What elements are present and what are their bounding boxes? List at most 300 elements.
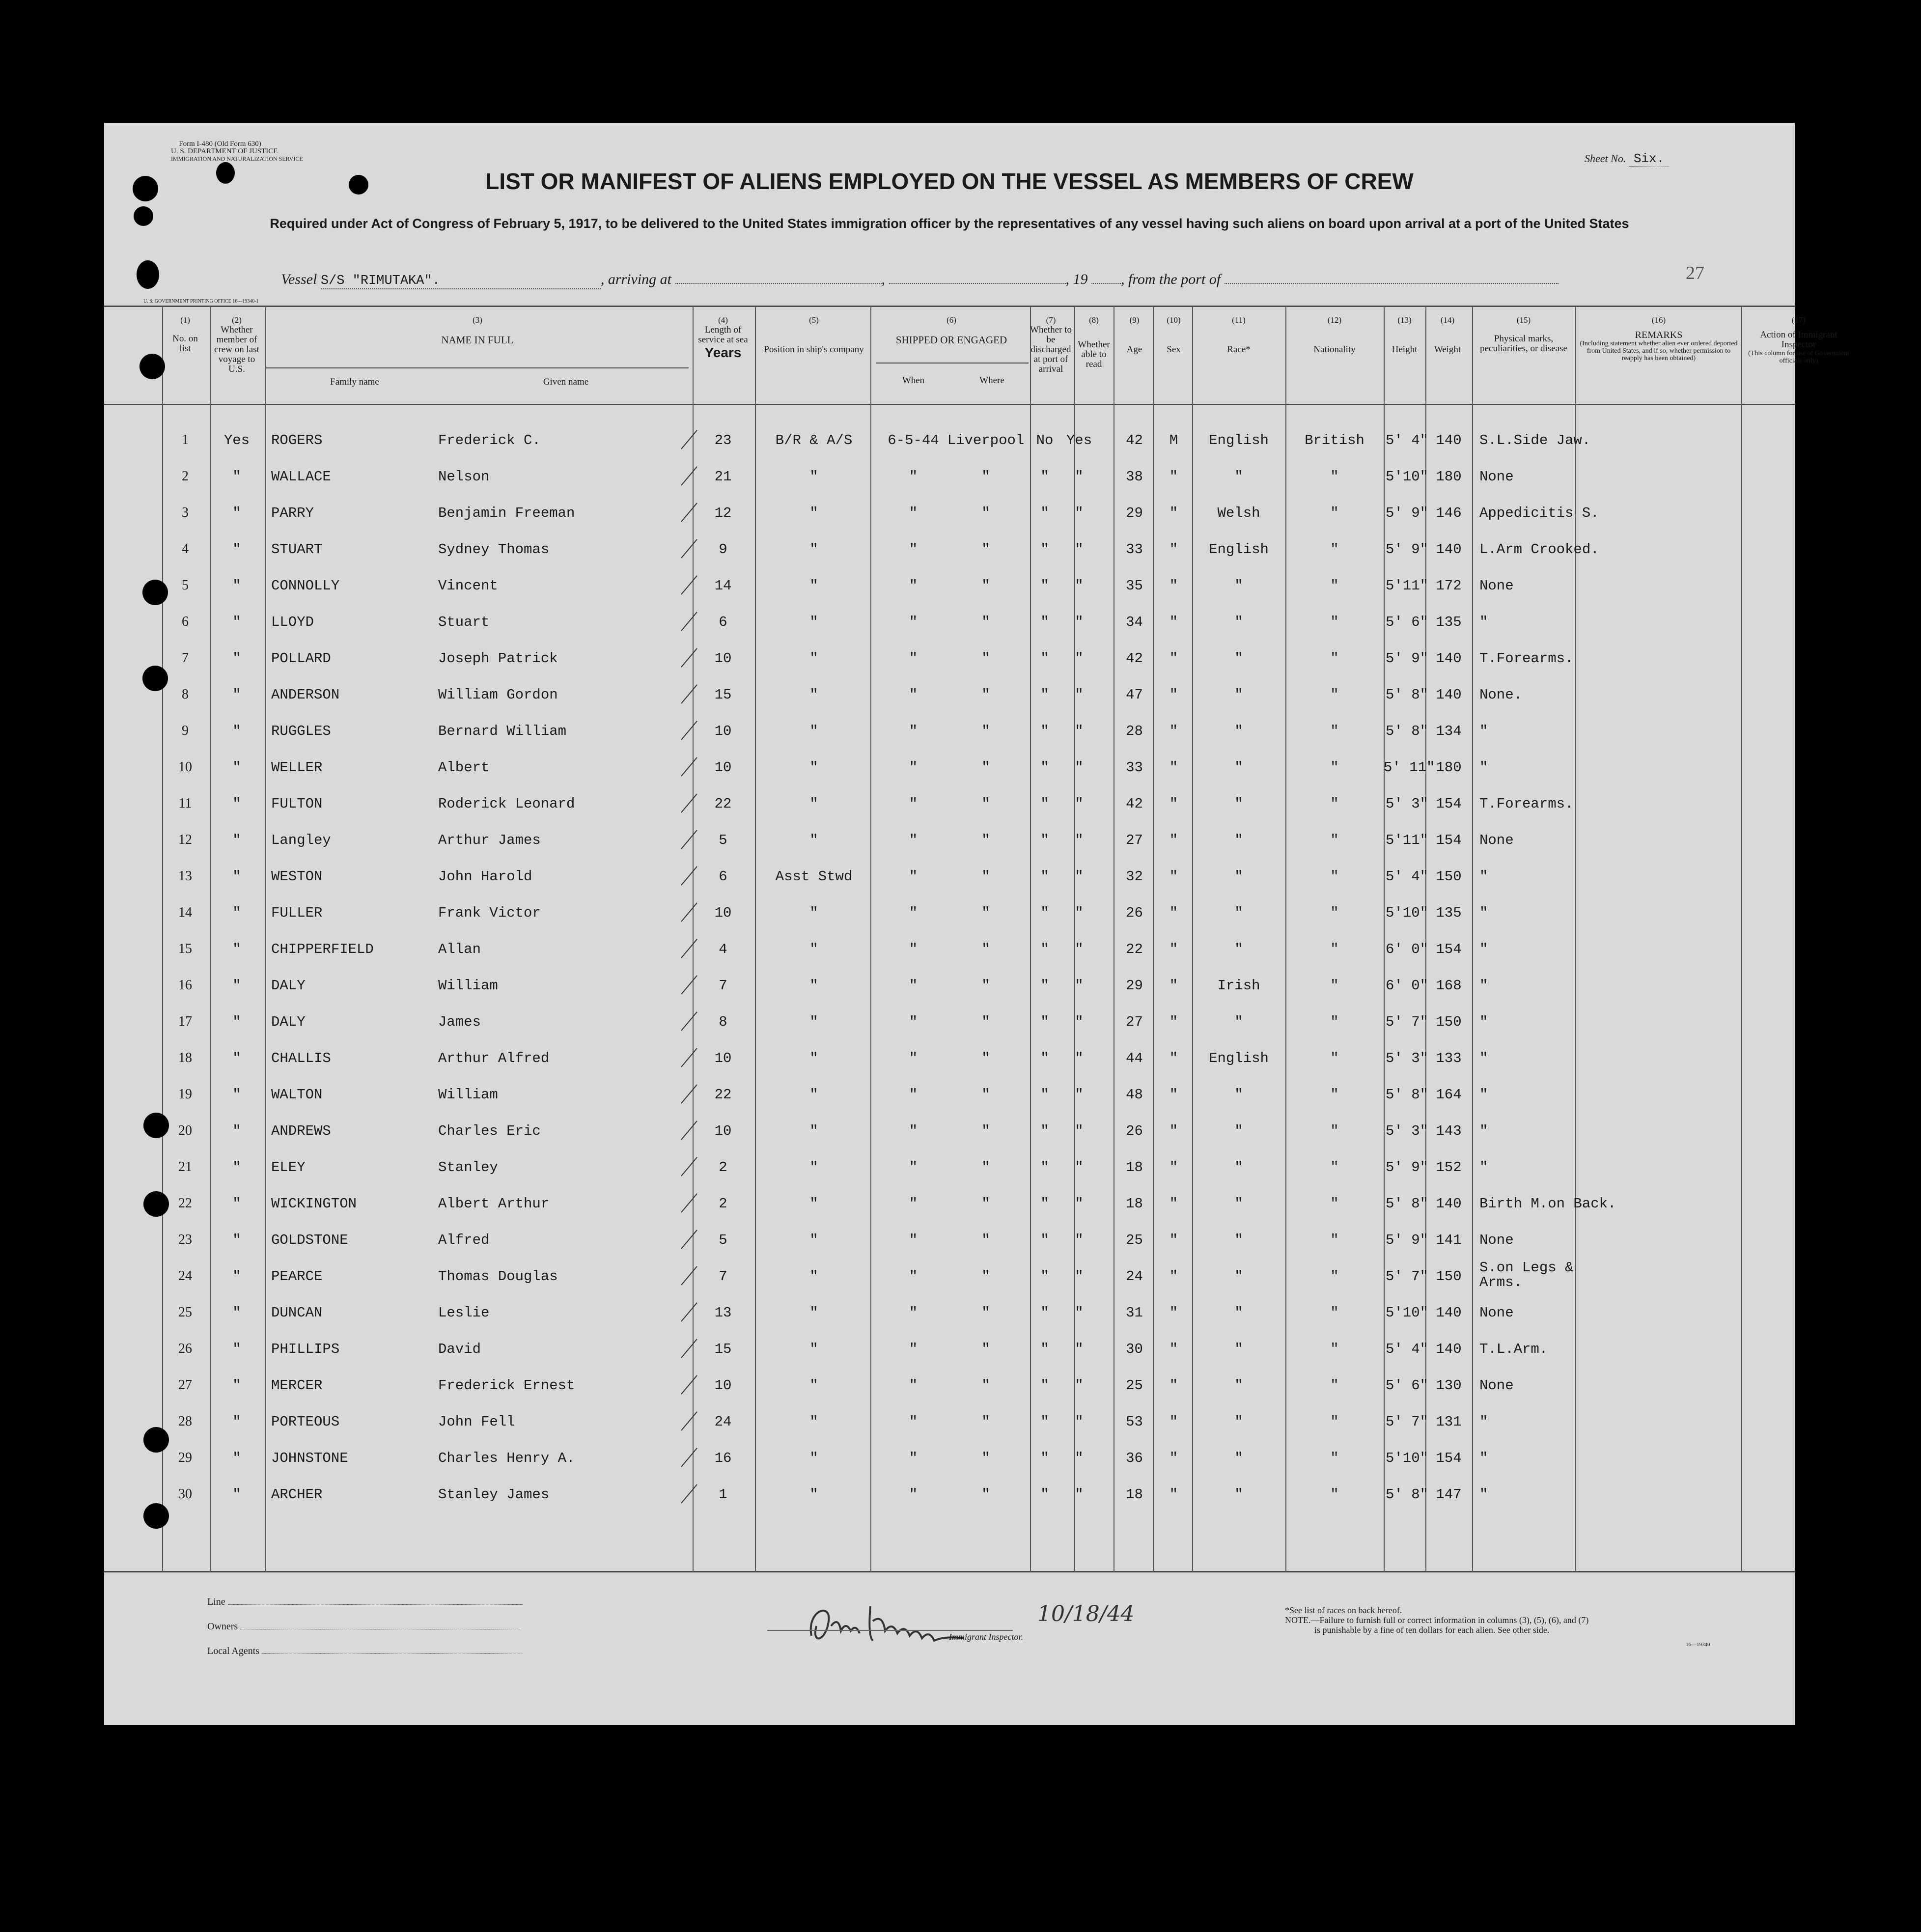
col-label-service: Length of service at sea <box>698 325 748 345</box>
cell-no: 9 <box>182 723 189 738</box>
cell-where: " <box>981 832 990 848</box>
cell-crew: " <box>232 1341 241 1357</box>
cell-race: English <box>1209 1050 1269 1066</box>
cell-given: Charles Eric <box>438 1123 541 1139</box>
cell-nationality: " <box>1330 1050 1339 1066</box>
cell-discharged: " <box>1040 650 1049 667</box>
col-label-no: No. on list <box>172 334 198 354</box>
cell-family: ELEY <box>271 1159 306 1176</box>
cell-position: " <box>809 578 818 594</box>
cell-service: 10 <box>714 1123 732 1139</box>
col-head-height <box>1384 315 1425 355</box>
cell-service: 24 <box>714 1414 732 1430</box>
cell-sex: " <box>1169 1305 1178 1321</box>
cell-age: 42 <box>1126 796 1143 812</box>
cell-nationality: " <box>1330 1305 1339 1321</box>
cell-family: CHALLIS <box>271 1050 331 1066</box>
cell-weight: 172 <box>1436 578 1462 594</box>
cell-age: 27 <box>1126 832 1143 848</box>
cell-age: 30 <box>1126 1341 1143 1357</box>
cell-position: " <box>809 1196 818 1212</box>
cell-no: 8 <box>182 687 189 702</box>
col-head-name <box>266 315 689 345</box>
cell-age: 35 <box>1126 578 1143 594</box>
cell-marks: " <box>1479 1050 1488 1066</box>
cell-age: 24 <box>1126 1268 1143 1285</box>
cell-given: James <box>438 1014 481 1030</box>
punch-hole <box>143 1191 169 1217</box>
cell-family: ANDERSON <box>271 687 340 703</box>
cell-age: 53 <box>1126 1414 1143 1430</box>
col-num-3: (3) <box>473 315 482 325</box>
cell-family: PORTEOUS <box>271 1414 340 1430</box>
cell-crew: " <box>232 796 241 812</box>
cell-crew: " <box>232 1450 241 1466</box>
footer-line <box>207 1596 523 1608</box>
cell-nationality: British <box>1305 432 1364 448</box>
cell-no: 27 <box>178 1377 192 1393</box>
form-code: 16—19340 <box>1686 1642 1710 1648</box>
cell-service: 22 <box>714 796 732 812</box>
cell-marks: " <box>1479 1450 1488 1466</box>
cell-age: 18 <box>1126 1486 1143 1503</box>
cell-service: 6 <box>719 868 727 885</box>
cell-discharged: " <box>1040 614 1049 630</box>
cell-no: 13 <box>178 868 192 884</box>
cell-when: " <box>909 541 918 558</box>
cell-race: " <box>1234 1159 1243 1176</box>
table-bottom-rule <box>104 1571 1795 1572</box>
table-row <box>104 1087 1795 1123</box>
table-row <box>104 868 1795 905</box>
cell-service: 10 <box>714 723 732 739</box>
cell-family: DUNCAN <box>271 1305 323 1321</box>
cell-crew: " <box>232 759 241 776</box>
cell-where: " <box>981 650 990 667</box>
cell-nationality: " <box>1330 614 1339 630</box>
cell-no: 26 <box>178 1341 192 1356</box>
cell-when: " <box>909 905 918 921</box>
cell-read: " <box>1075 1268 1084 1285</box>
cell-where: " <box>981 687 990 703</box>
cell-no: 16 <box>178 978 192 993</box>
cell-crew: " <box>232 505 241 521</box>
col-head-crew <box>212 315 261 374</box>
cell-height: 5'11" <box>1385 832 1428 848</box>
cell-crew: " <box>232 1196 241 1212</box>
cell-sex: " <box>1169 578 1178 594</box>
cell-read: " <box>1075 505 1084 521</box>
col-head-num <box>168 315 202 354</box>
cell-nationality: " <box>1330 1377 1339 1394</box>
cell-where: " <box>981 1377 990 1394</box>
cell-race: " <box>1234 578 1243 594</box>
cell-nationality: " <box>1330 1341 1339 1357</box>
cell-when: " <box>909 1196 918 1212</box>
cell-race: Welsh <box>1217 505 1260 521</box>
cell-given: Leslie <box>438 1305 490 1321</box>
cell-race: " <box>1234 1341 1243 1357</box>
col-num-9: (9) <box>1129 315 1140 325</box>
cell-family: DALY <box>271 1014 306 1030</box>
cell-race: " <box>1234 723 1243 739</box>
cell-race: " <box>1234 687 1243 703</box>
page-subtitle: Required under Act of Congress of February 5, 1917, to be delivered to the United States immigration officer by the representatives of any vessel having such aliens on board upon arrival at a port of the United States <box>270 216 1629 231</box>
cell-given: Stanley James <box>438 1486 550 1503</box>
cell-nationality: " <box>1330 905 1339 921</box>
col-head-marks <box>1475 315 1573 354</box>
manifest-sheet <box>104 123 1849 1725</box>
cell-when: " <box>909 614 918 630</box>
arriving-label: , arriving at <box>600 271 671 287</box>
cell-given: Stuart <box>438 614 490 630</box>
cell-marks: None <box>1479 1377 1514 1394</box>
cell-position: " <box>809 1159 818 1176</box>
cell-position: " <box>809 978 818 994</box>
cell-sex: " <box>1169 505 1178 521</box>
cell-weight: 164 <box>1436 1087 1462 1103</box>
cell-race: " <box>1234 941 1243 957</box>
cell-where: " <box>981 1232 990 1248</box>
cell-crew: " <box>232 1087 241 1103</box>
cell-sex: " <box>1169 469 1178 485</box>
cell-weight: 140 <box>1436 1341 1462 1357</box>
cell-where: " <box>981 723 990 739</box>
col-label-weight: Weight <box>1434 344 1461 355</box>
table-row <box>104 1486 1795 1523</box>
from-port-label: , from the port of <box>1121 271 1221 287</box>
cell-no: 15 <box>178 941 192 956</box>
cell-race: " <box>1234 1196 1243 1212</box>
footer-owners <box>207 1621 520 1632</box>
col-label-height: Height <box>1392 344 1418 355</box>
cell-crew: " <box>232 614 241 630</box>
cell-no: 28 <box>178 1414 192 1429</box>
punch-hole <box>143 1427 169 1453</box>
cell-marks: " <box>1479 1014 1488 1030</box>
cell-race: " <box>1234 1486 1243 1503</box>
cell-family: WALTON <box>271 1087 323 1103</box>
col-num-11: (11) <box>1232 315 1246 325</box>
shipped-underline <box>876 363 1029 364</box>
cell-marks: T.Forearms. <box>1479 650 1574 667</box>
cell-height: 5' 9" <box>1385 1232 1428 1248</box>
cell-service: 10 <box>714 1377 732 1394</box>
agents-label: Local Agents <box>207 1646 260 1656</box>
cell-race: " <box>1234 832 1243 848</box>
cell-position: " <box>809 541 818 558</box>
cell-position: " <box>809 723 818 739</box>
signature-date: 10/18/44 <box>1037 1601 1135 1626</box>
cell-no: 24 <box>178 1268 192 1284</box>
cell-position: " <box>809 1450 818 1466</box>
cell-family: CONNOLLY <box>271 578 340 594</box>
cell-service: 2 <box>719 1159 727 1176</box>
cell-weight: 150 <box>1436 868 1462 885</box>
table-row <box>104 614 1795 650</box>
cell-when: " <box>909 1268 918 1285</box>
cell-sex: " <box>1169 1050 1178 1066</box>
cell-height: 5' 3" <box>1385 1050 1428 1066</box>
note-fine-2: is punishable by a fine of ten dollars for each alien. See other side. <box>1314 1625 1550 1635</box>
cell-when: " <box>909 469 918 485</box>
cell-discharged: " <box>1040 1450 1049 1466</box>
cell-position: " <box>809 1486 818 1503</box>
cell-marks: " <box>1479 1414 1488 1430</box>
col-label-nationality: Nationality <box>1313 344 1356 355</box>
cell-discharged: " <box>1040 1486 1049 1503</box>
cell-given: David <box>438 1341 481 1357</box>
cell-family: ARCHER <box>271 1486 323 1503</box>
cell-nationality: " <box>1330 1268 1339 1285</box>
cell-age: 38 <box>1126 469 1143 485</box>
cell-weight: 130 <box>1436 1377 1462 1394</box>
cell-when: " <box>909 1414 918 1430</box>
cell-no: 18 <box>178 1050 192 1065</box>
cell-when: " <box>909 1123 918 1139</box>
cell-service: 8 <box>719 1014 727 1030</box>
cell-family: WESTON <box>271 868 323 885</box>
cell-when: " <box>909 1305 918 1321</box>
cell-marks: L.Arm Crooked. <box>1479 541 1599 558</box>
cell-crew: " <box>232 578 241 594</box>
cell-age: 32 <box>1126 868 1143 885</box>
cell-position: Asst Stwd <box>775 868 853 885</box>
punch-hole <box>143 1503 169 1529</box>
cell-read: " <box>1075 1486 1084 1503</box>
cell-age: 48 <box>1126 1087 1143 1103</box>
cell-weight: 140 <box>1436 541 1462 558</box>
cell-marks: T.L.Arm. <box>1479 1341 1548 1357</box>
cell-marks: None <box>1479 1305 1514 1321</box>
cell-nationality: " <box>1330 1123 1339 1139</box>
cell-discharged: " <box>1040 905 1049 921</box>
cell-family: GOLDSTONE <box>271 1232 348 1248</box>
cell-height: 5' 9" <box>1385 650 1428 667</box>
cell-race: Irish <box>1217 978 1260 994</box>
cell-height: 5'11" <box>1385 578 1428 594</box>
cell-race: " <box>1234 1014 1243 1030</box>
cell-discharged: " <box>1040 868 1049 885</box>
cell-marks: " <box>1479 723 1488 739</box>
table-row <box>104 469 1795 505</box>
cell-where: " <box>981 1414 990 1430</box>
cell-read: " <box>1075 905 1084 921</box>
cell-service: 10 <box>714 650 732 667</box>
cell-when: 6-5-44 <box>888 432 939 448</box>
cell-service: 10 <box>714 759 732 776</box>
cell-when: " <box>909 1450 918 1466</box>
cell-family: DALY <box>271 978 306 994</box>
cell-family: PEARCE <box>271 1268 323 1285</box>
cell-race: " <box>1234 1414 1243 1430</box>
punch-hole <box>216 162 235 184</box>
cell-height: 5' 8" <box>1385 687 1428 703</box>
cell-given: Arthur James <box>438 832 541 848</box>
col-head-read <box>1074 315 1114 369</box>
cell-height: 5' 4" <box>1385 432 1428 448</box>
cell-family: WALLACE <box>271 469 331 485</box>
cell-marks: " <box>1479 1123 1488 1139</box>
cell-height: 5'10" <box>1385 905 1428 921</box>
cell-read: " <box>1075 868 1084 885</box>
cell-weight: 140 <box>1436 1305 1462 1321</box>
cell-position: " <box>809 759 818 776</box>
col-label-read: Whether able to read <box>1078 339 1110 369</box>
cell-weight: 180 <box>1436 469 1462 485</box>
col-label-action: Action of Immigrant Inspector <box>1760 330 1837 350</box>
col-num-4: (4) <box>718 315 728 325</box>
cell-discharged: " <box>1040 1268 1049 1285</box>
cell-position: " <box>809 650 818 667</box>
cell-position: " <box>809 1305 818 1321</box>
cell-sex: " <box>1169 723 1178 739</box>
printing-office-line: U. S. GOVERNMENT PRINTING OFFICE 16—19340-1 <box>143 299 259 304</box>
cell-no: 11 <box>178 796 192 811</box>
cell-family: PARRY <box>271 505 314 521</box>
cell-service: 23 <box>714 432 732 448</box>
cell-crew: " <box>232 868 241 885</box>
col-label-sex: Sex <box>1167 344 1181 355</box>
owners-label: Owners <box>207 1621 238 1632</box>
cell-sex: " <box>1169 687 1178 703</box>
cell-family: PHILLIPS <box>271 1341 340 1357</box>
cell-age: 34 <box>1126 614 1143 630</box>
cell-nationality: " <box>1330 505 1339 521</box>
cell-race: " <box>1234 759 1243 776</box>
form-identifier <box>171 140 303 163</box>
cell-where: " <box>981 1159 990 1176</box>
col-head-sex <box>1155 315 1192 355</box>
cell-read: " <box>1075 1159 1084 1176</box>
cell-service: 7 <box>719 1268 727 1285</box>
cell-service: 6 <box>719 614 727 630</box>
form-number: Form I-480 (Old Form 630) <box>179 140 261 148</box>
table-row <box>104 541 1795 578</box>
cell-race: " <box>1234 1305 1243 1321</box>
cell-weight: 140 <box>1436 432 1462 448</box>
cell-where: " <box>981 614 990 630</box>
table-row <box>104 1196 1795 1232</box>
table-row <box>104 1414 1795 1450</box>
cell-service: 4 <box>719 941 727 957</box>
cell-given: Thomas Douglas <box>438 1268 558 1285</box>
cell-weight: 140 <box>1436 650 1462 667</box>
cell-nationality: " <box>1330 1450 1339 1466</box>
col-head-age <box>1116 315 1153 355</box>
cell-marks: " <box>1479 978 1488 994</box>
cell-read: " <box>1075 978 1084 994</box>
cell-crew: " <box>232 1268 241 1285</box>
punch-hole <box>349 175 368 195</box>
cell-height: 5' 7" <box>1385 1414 1428 1430</box>
cell-crew: " <box>232 541 241 558</box>
cell-discharged: " <box>1040 1159 1049 1176</box>
cell-given: Vincent <box>438 578 498 594</box>
cell-where: " <box>981 1196 990 1212</box>
cell-family: Langley <box>271 832 331 848</box>
punch-hole <box>142 666 168 691</box>
col-num-8: (8) <box>1089 315 1099 325</box>
cell-crew: " <box>232 1377 241 1394</box>
cell-no: 20 <box>178 1123 192 1138</box>
cell-crew: " <box>232 723 241 739</box>
cell-service: 21 <box>714 469 732 485</box>
cell-family: POLLARD <box>271 650 331 667</box>
cell-weight: 150 <box>1436 1014 1462 1030</box>
col-label-family: Family name <box>330 377 379 387</box>
cell-weight: 147 <box>1436 1486 1462 1503</box>
cell-nationality: " <box>1330 832 1339 848</box>
cell-discharged: " <box>1040 1050 1049 1066</box>
cell-family: JOHNSTONE <box>271 1450 348 1466</box>
cell-where: " <box>981 905 990 921</box>
cell-no: 21 <box>178 1159 192 1175</box>
cell-read: " <box>1075 1414 1084 1430</box>
col-num-5: (5) <box>809 315 819 325</box>
cell-nationality: " <box>1330 578 1339 594</box>
cell-height: 5' 8" <box>1385 1087 1428 1103</box>
cell-sex: " <box>1169 1486 1178 1503</box>
cell-where: " <box>981 868 990 885</box>
col-num-15: (15) <box>1516 315 1531 325</box>
cell-sex: " <box>1169 868 1178 885</box>
cell-where: " <box>981 978 990 994</box>
cell-age: 26 <box>1126 905 1143 921</box>
cell-crew: " <box>232 978 241 994</box>
cell-service: 7 <box>719 978 727 994</box>
cell-weight: 168 <box>1436 978 1462 994</box>
sheet-label: Sheet No. <box>1585 152 1626 165</box>
cell-crew: " <box>232 1123 241 1139</box>
cell-position: " <box>809 1087 818 1103</box>
cell-given: Albert Arthur <box>438 1196 550 1212</box>
cell-race: English <box>1209 432 1269 448</box>
cell-discharged: " <box>1040 1196 1049 1212</box>
cell-no: 17 <box>178 1014 192 1029</box>
cell-race: " <box>1234 868 1243 885</box>
cell-when: " <box>909 941 918 957</box>
cell-no: 3 <box>182 505 189 520</box>
cell-sex: " <box>1169 1087 1178 1103</box>
cell-position: " <box>809 1341 818 1357</box>
cell-race: " <box>1234 1377 1243 1394</box>
cell-family: ANDREWS <box>271 1123 331 1139</box>
cell-given: Roderick Leonard <box>438 796 575 812</box>
cell-weight: 154 <box>1436 796 1462 812</box>
cell-marks: None <box>1479 469 1514 485</box>
cell-marks: " <box>1479 941 1488 957</box>
cell-sex: " <box>1169 796 1178 812</box>
col-label-remarks: REMARKS <box>1635 330 1683 340</box>
cell-weight: 154 <box>1436 832 1462 848</box>
cell-discharged: " <box>1040 1232 1049 1248</box>
cell-read: " <box>1075 1087 1084 1103</box>
col-head-position <box>760 315 868 355</box>
table-header-rule <box>104 404 1795 405</box>
cell-discharged: " <box>1040 978 1049 994</box>
col-num-2: (2) <box>232 315 242 325</box>
cell-family: ROGERS <box>271 432 323 448</box>
col-label-remarks-sub: (Including statement whether alien ever ordered deported from United States, and if so, whether permission to reapply has been obtained) <box>1580 340 1738 362</box>
cell-read: " <box>1075 723 1084 739</box>
cell-family: MERCER <box>271 1377 323 1394</box>
punch-hole <box>137 260 159 289</box>
cell-age: 18 <box>1126 1196 1143 1212</box>
cell-service: 5 <box>719 1232 727 1248</box>
table-row <box>104 759 1795 796</box>
punch-hole <box>133 176 158 201</box>
